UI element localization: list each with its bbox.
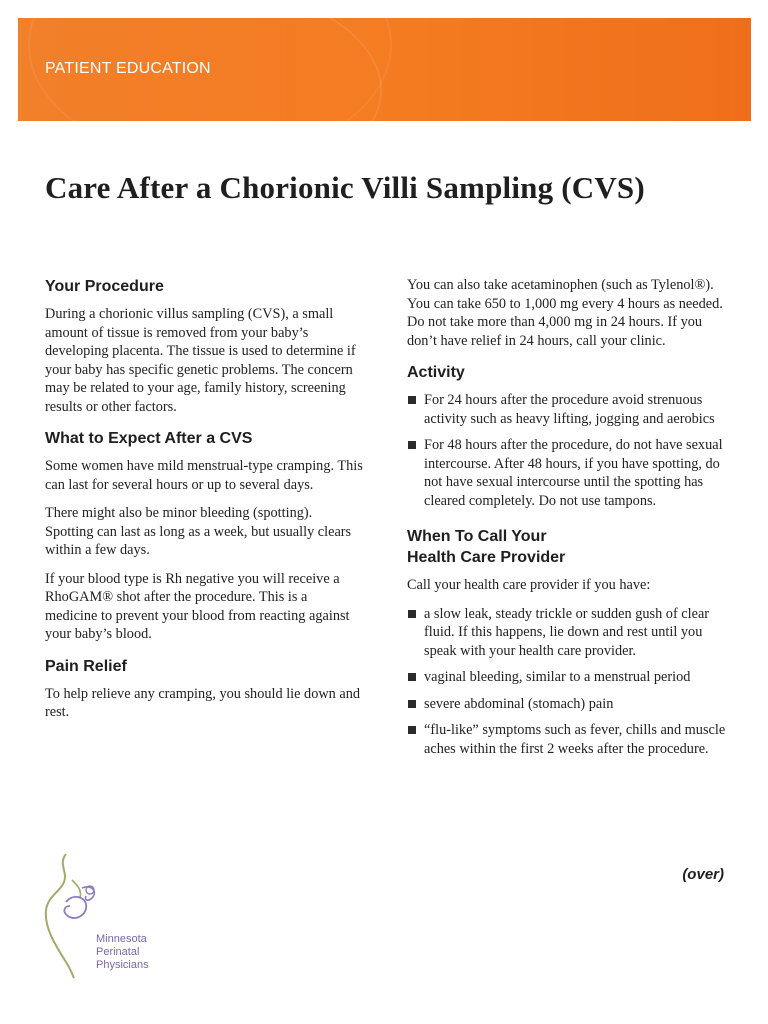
- pain-text: To help relieve any cramping, you should lie down and rest.: [45, 685, 361, 720]
- list-item: For 24 hours after the procedure avoid strenuous activity such as heavy lifting, jogging and aerobics: [407, 391, 727, 428]
- list-item: severe abdominal (stomach) pain: [407, 695, 727, 714]
- list-item: “flu-like” symptoms such as fever, chills and muscle aches within the first 2 weeks after the procedure.: [407, 721, 727, 758]
- section-heading-pain: Pain Relief: [45, 657, 127, 675]
- section-heading-activity: Activity: [407, 364, 465, 381]
- square-bullet-icon: [408, 726, 416, 734]
- call-list: [407, 605, 727, 759]
- header-banner: [18, 18, 751, 121]
- procedure-text: During a chorionic villus sampling (CVS), a small amount of tissue is removed from your baby’s developing placenta. The tissue is used to determine if your baby has specific genetic problems. The concern may be related to your age, family history, screening results or other factors.: [45, 306, 356, 415]
- list-item: a slow leak, steady trickle or sudden gush of clear fluid. If this happens, lie down and rest until you speak with your health care provider.: [407, 605, 727, 661]
- section-heading-procedure: Your Procedure: [45, 278, 164, 295]
- page-title: Care After a Chorionic Villi Sampling (CVS): [45, 170, 645, 205]
- section-heading-call: [407, 526, 727, 568]
- logo-wordmark: Minnesota Perinatal Physicians: [96, 933, 149, 971]
- call-heading-line-2: Health Care Provider: [407, 549, 566, 566]
- square-bullet-icon: [408, 673, 416, 681]
- expect-paragraph-2: There might also be minor bleeding (spotting). Spotting can last as long as a week, but usually clears within a few days.: [45, 505, 352, 558]
- over-note: (over): [682, 866, 724, 883]
- expect-paragraph-3: If your blood type is Rh negative you will receive a RhoGAM® shot after the procedure. This is a medicine to prevent your blood from reacting against your baby’s blood.: [45, 570, 350, 642]
- list-item: For 48 hours after the procedure, do not have sexual intercourse. After 48 hours, if you have spotting, do not have sexual intercourse until the spotting has cleared completely. Do not use tampons.: [407, 436, 727, 510]
- call-heading-line-1: When To Call Your: [407, 528, 547, 545]
- list-item: vaginal bleeding, similar to a menstrual period: [407, 668, 727, 687]
- right-column: [407, 276, 727, 766]
- section-heading-expect: What to Expect After a CVS: [45, 430, 253, 447]
- left-column: [45, 276, 365, 732]
- activity-list: [407, 391, 727, 510]
- square-bullet-icon: [408, 441, 416, 449]
- call-intro: Call your health care provider if you have:: [407, 577, 651, 593]
- expect-paragraph-1: Some women have mild menstrual-type cramping. This can last for several hours or up to several days.: [45, 458, 363, 493]
- square-bullet-icon: [408, 610, 416, 618]
- banner-label: PATIENT EDUCATION: [45, 60, 211, 77]
- pain-continued-text: You can also take acetaminophen (such as Tylenol®). You can take 650 to 1,000 mg every 4 hours as needed. Do not take more than 4,000 mg in 24 hours. If you don’t have relief in 24 hours, call your clinic.: [407, 277, 723, 349]
- square-bullet-icon: [408, 700, 416, 708]
- square-bullet-icon: [408, 396, 416, 404]
